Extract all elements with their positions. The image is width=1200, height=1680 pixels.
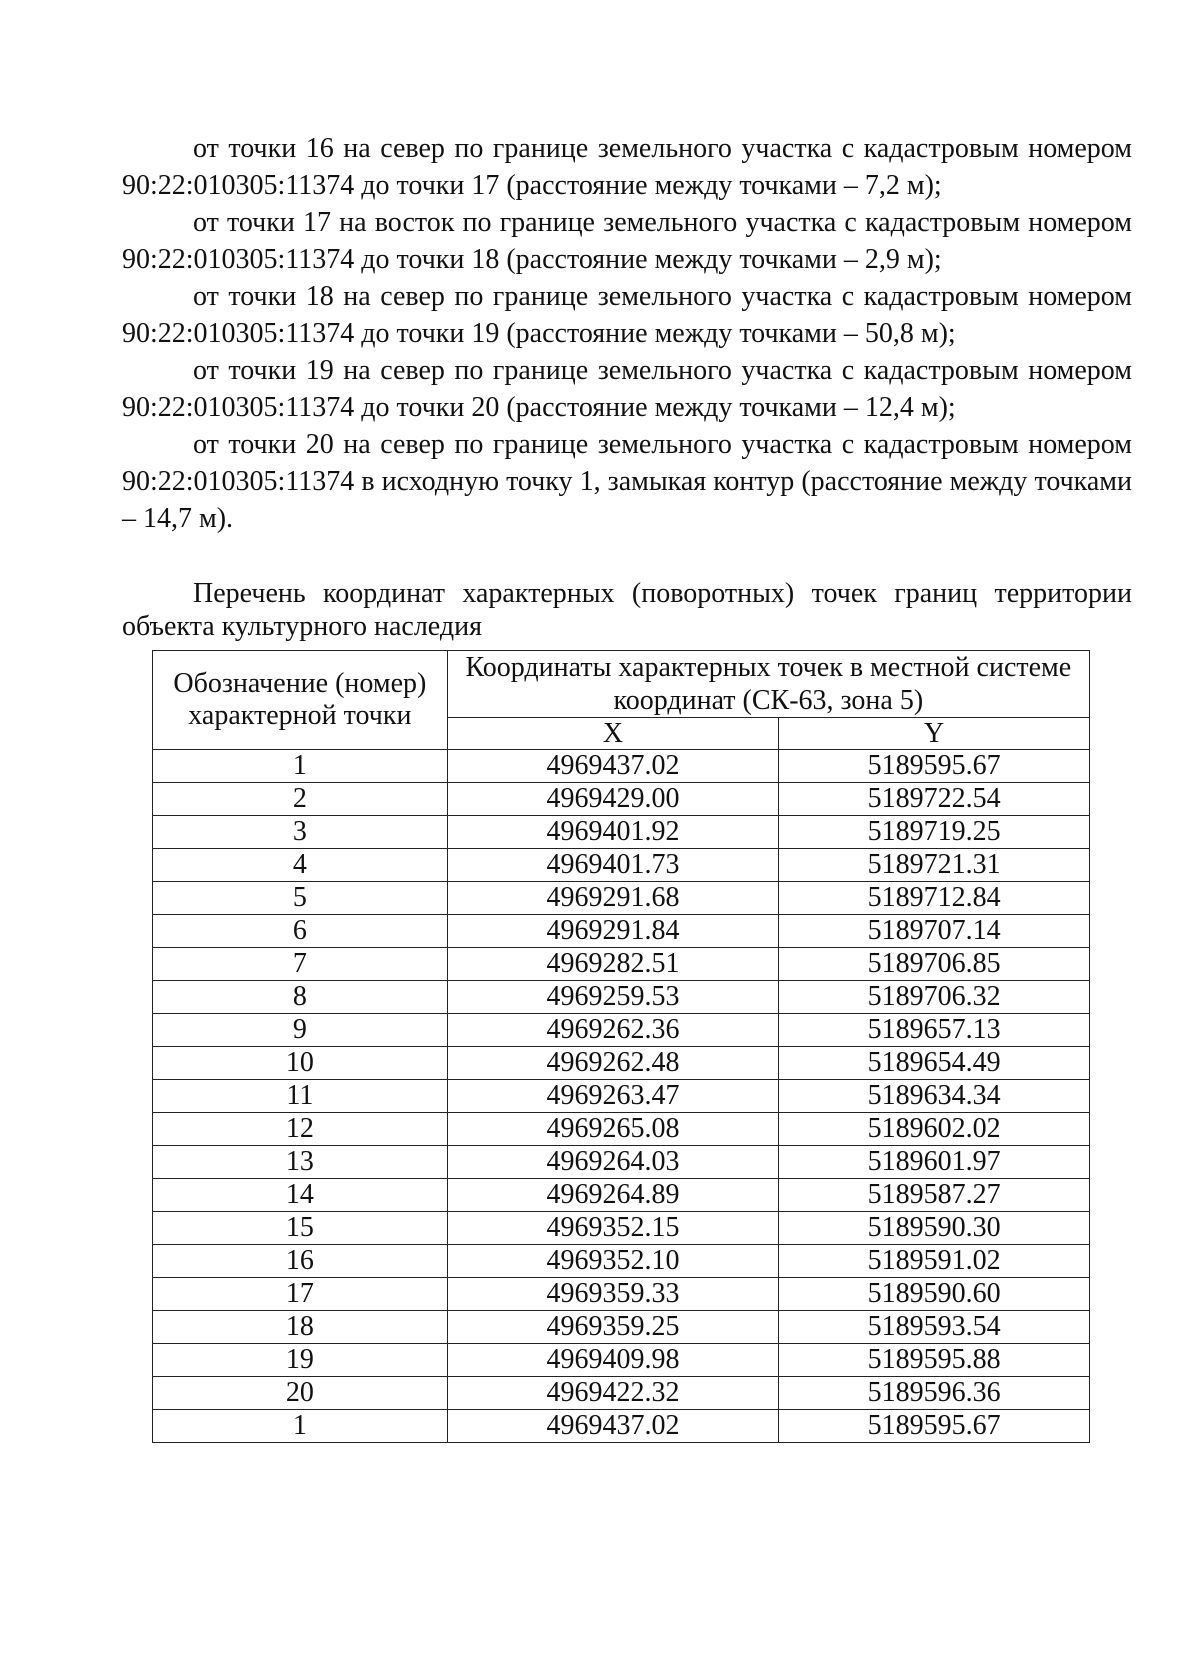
coord-y: 5189657.13: [779, 1014, 1090, 1047]
point-number: 3: [153, 816, 448, 849]
coord-y: 5189595.88: [779, 1344, 1090, 1377]
point-number: 8: [153, 981, 448, 1014]
coord-x: 4969409.98: [447, 1344, 779, 1377]
coord-y: 5189706.85: [779, 948, 1090, 981]
coord-y: 5189596.36: [779, 1377, 1090, 1410]
table-caption: Перечень координат характерных (поворотных) точек границ территории объекта культурного наследия: [122, 578, 1132, 642]
coord-x: 4969422.32: [447, 1377, 779, 1410]
coord-x: 4969265.08: [447, 1113, 779, 1146]
coord-y: 5189719.25: [779, 816, 1090, 849]
coord-x: 4969264.89: [447, 1179, 779, 1212]
coord-x: 4969262.36: [447, 1014, 779, 1047]
table-row: [153, 948, 1090, 981]
coord-x: 4969359.25: [447, 1311, 779, 1344]
coord-y: 5189591.02: [779, 1245, 1090, 1278]
coord-y: 5189602.02: [779, 1113, 1090, 1146]
coord-y: 5189712.84: [779, 882, 1090, 915]
table-row: [153, 1113, 1090, 1146]
point-number: 15: [153, 1212, 448, 1245]
coord-y: 5189590.60: [779, 1278, 1090, 1311]
coord-x: 4969429.00: [447, 783, 779, 816]
table-row: [153, 1179, 1090, 1212]
coord-x: 4969352.10: [447, 1245, 779, 1278]
coord-x: 4969352.15: [447, 1212, 779, 1245]
point-number: 2: [153, 783, 448, 816]
coord-x: 4969262.48: [447, 1047, 779, 1080]
table-row: [153, 1047, 1090, 1080]
coordinates-table: [152, 650, 1090, 1443]
table-row: [153, 1410, 1090, 1443]
point-number: 12: [153, 1113, 448, 1146]
coord-x: 4969359.33: [447, 1278, 779, 1311]
coord-x: 4969263.47: [447, 1080, 779, 1113]
point-number: 16: [153, 1245, 448, 1278]
header-coordinates: Координаты характерных точек в местной системе координат (СК-63, зона 5): [447, 651, 1089, 718]
point-number: 18: [153, 1311, 448, 1344]
coord-y: 5189722.54: [779, 783, 1090, 816]
table-row: [153, 1080, 1090, 1113]
point-number: 10: [153, 1047, 448, 1080]
coord-y: 5189601.97: [779, 1146, 1090, 1179]
coord-y: 5189707.14: [779, 915, 1090, 948]
boundary-paragraph: от точки 19 на север по границе земельного участка с кадастровым номером 90:22:010305:11374 до точки 20 (расстояние между точками – 12,4 м);: [122, 355, 1132, 423]
table-row: [153, 915, 1090, 948]
coord-y: 5189721.31: [779, 849, 1090, 882]
table-body: [153, 750, 1090, 1443]
header-x: X: [447, 718, 779, 750]
point-number: 9: [153, 1014, 448, 1047]
table-row: [153, 1245, 1090, 1278]
table-header-row: [153, 651, 1090, 718]
coord-x: 4969401.73: [447, 849, 779, 882]
table-row: [153, 1344, 1090, 1377]
coord-x: 4969259.53: [447, 981, 779, 1014]
coord-y: 5189587.27: [779, 1179, 1090, 1212]
coord-x: 4969437.02: [447, 1410, 779, 1443]
header-y: Y: [779, 718, 1090, 750]
coord-y: 5189706.32: [779, 981, 1090, 1014]
table-row: [153, 1377, 1090, 1410]
coord-y: 5189595.67: [779, 1410, 1090, 1443]
table-row: [153, 1014, 1090, 1047]
table-row: [153, 882, 1090, 915]
boundary-paragraph: от точки 18 на север по границе земельного участка с кадастровым номером 90:22:010305:11374 до точки 19 (расстояние между точками – 50,8 м);: [122, 281, 1132, 349]
coord-x: 4969291.68: [447, 882, 779, 915]
coord-x: 4969282.51: [447, 948, 779, 981]
table-row: [153, 981, 1090, 1014]
boundary-paragraph: от точки 20 на север по границе земельного участка с кадастровым номером 90:22:010305:11374 в исходную точку 1, замыкая контур (расстояние между точками – 14,7 м).: [122, 429, 1132, 534]
coord-y: 5189634.34: [779, 1080, 1090, 1113]
point-number: 14: [153, 1179, 448, 1212]
coord-x: 4969437.02: [447, 750, 779, 783]
coord-x: 4969401.92: [447, 816, 779, 849]
header-point-number: Обозначение (номер) характерной точки: [153, 651, 448, 750]
point-number: 17: [153, 1278, 448, 1311]
table-row: [153, 1146, 1090, 1179]
table-row: [153, 783, 1090, 816]
point-number: 20: [153, 1377, 448, 1410]
coord-x: 4969291.84: [447, 915, 779, 948]
boundary-paragraph: от точки 16 на север по границе земельного участка с кадастровым номером 90:22:010305:11374 до точки 17 (расстояние между точками – 7,2 м);: [122, 133, 1132, 201]
coord-y: 5189595.67: [779, 750, 1090, 783]
coord-y: 5189593.54: [779, 1311, 1090, 1344]
table-row: [153, 1278, 1090, 1311]
point-number: 19: [153, 1344, 448, 1377]
point-number: 11: [153, 1080, 448, 1113]
table-row: [153, 1311, 1090, 1344]
boundary-paragraph: от точки 17 на восток по границе земельного участка с кадастровым номером 90:22:010305:11374 до точки 18 (расстояние между точками – 2,9 м);: [122, 207, 1132, 275]
coord-y: 5189654.49: [779, 1047, 1090, 1080]
point-number: 4: [153, 849, 448, 882]
table-row: [153, 750, 1090, 783]
table-row: [153, 816, 1090, 849]
point-number: 13: [153, 1146, 448, 1179]
boundary-description: [122, 130, 1132, 537]
table-row: [153, 849, 1090, 882]
point-number: 5: [153, 882, 448, 915]
coord-y: 5189590.30: [779, 1212, 1090, 1245]
point-number: 6: [153, 915, 448, 948]
point-number: 7: [153, 948, 448, 981]
point-number: 1: [153, 1410, 448, 1443]
coord-x: 4969264.03: [447, 1146, 779, 1179]
table-row: [153, 1212, 1090, 1245]
point-number: 1: [153, 750, 448, 783]
